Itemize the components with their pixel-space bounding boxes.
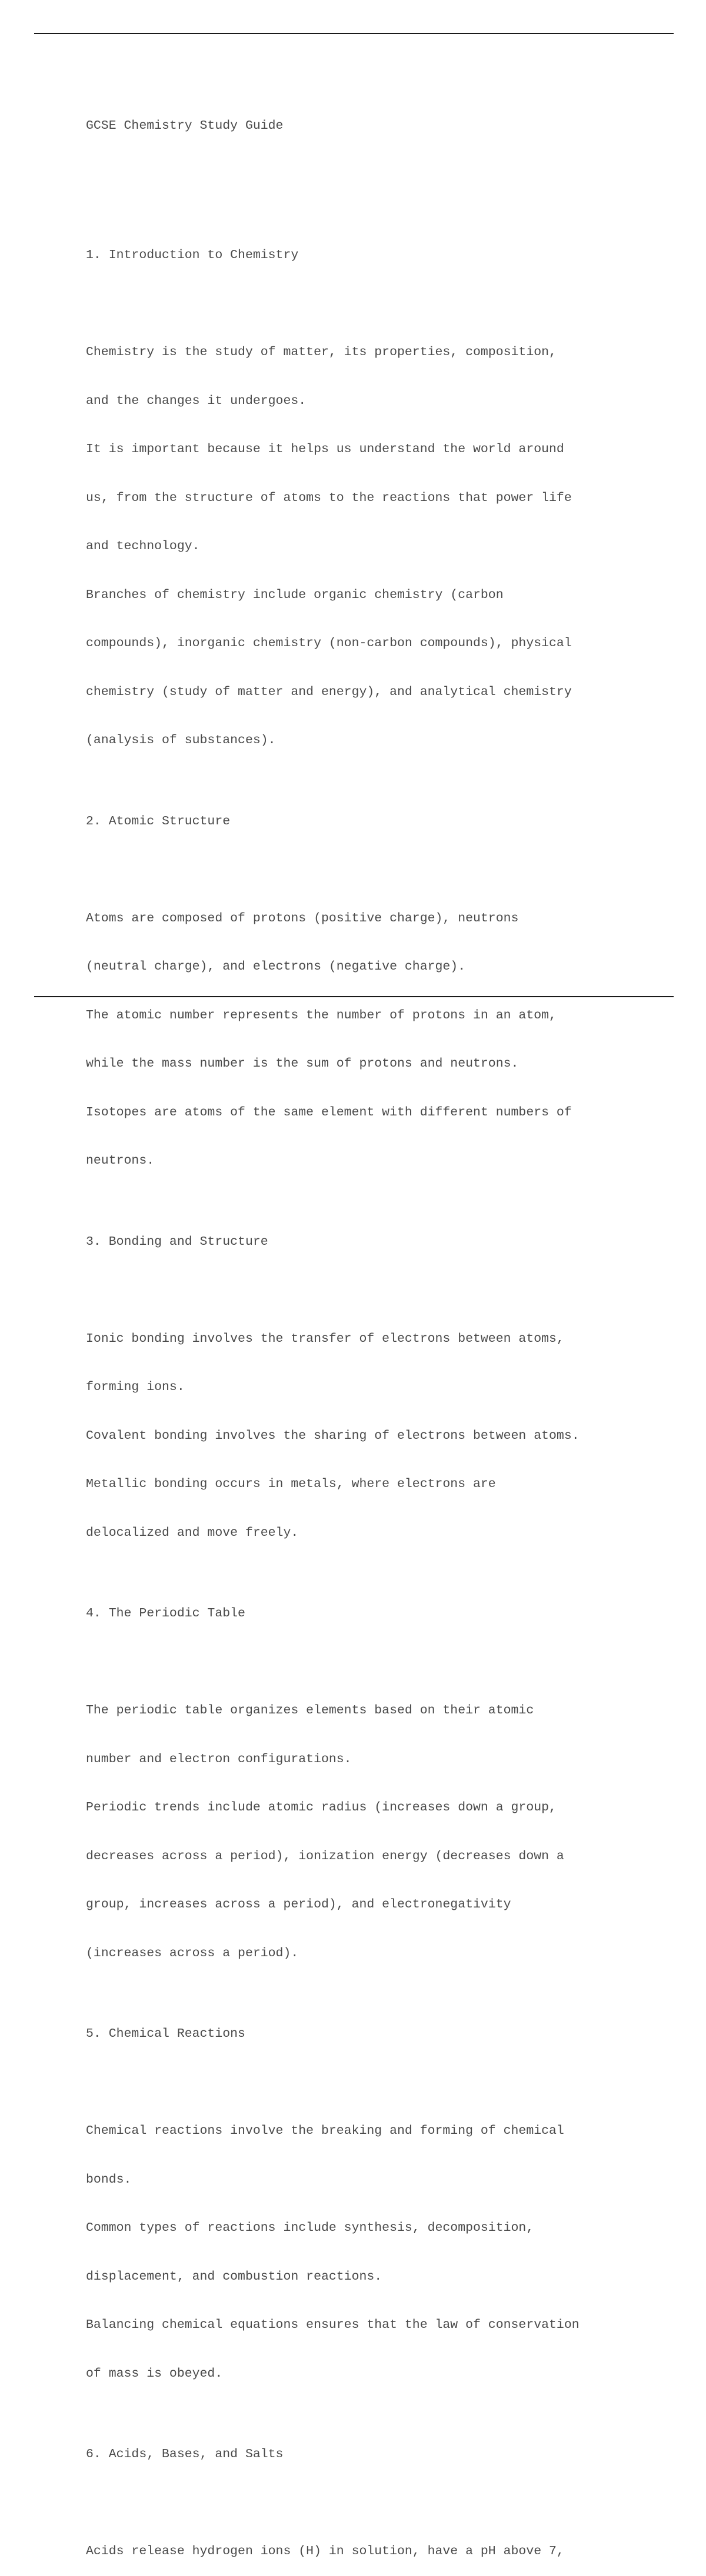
body-line: and the changes it undergoes. (86, 393, 307, 408)
section-heading: 3. Bonding and Structure (86, 1234, 268, 1249)
section-heading: 4. The Periodic Table (86, 1606, 245, 1621)
body-line: Metallic bonding occurs in metals, where electrons are (86, 1477, 496, 1491)
spacer (86, 1655, 674, 1671)
body-line: compounds), inorganic chemistry (non-carbon compounds), physical (86, 636, 572, 650)
body-line: forming ions. (86, 1380, 185, 1394)
spacer (86, 1282, 674, 1299)
body-line: (analysis of substances). (86, 733, 276, 747)
body-line: Balancing chemical equations ensures that the law of conservation (86, 2318, 580, 2332)
body-line: Covalent bonding involves the sharing of electrons between atoms. (86, 1428, 580, 1443)
bottom-rule (34, 996, 674, 997)
body-line: (increases across a period). (86, 1946, 299, 1960)
body-line: It is important because it helps us understand the world around (86, 442, 564, 456)
body-line: Atoms are composed of protons (positive charge), neutrons (86, 911, 519, 926)
body-line: Isotopes are atoms of the same element with different numbers of (86, 1105, 572, 1120)
body-line: The periodic table organizes elements based on their atomic (86, 1703, 534, 1718)
body-line: Periodic trends include atomic radius (increases down a group, (86, 1800, 557, 1815)
section-heading: 1. Introduction to Chemistry (86, 248, 299, 262)
body-line: decreases across a period), ionization energy (decreases down a (86, 1849, 564, 1863)
section-heading: 6. Acids, Bases, and Salts (86, 2447, 284, 2461)
document-title: GCSE Chemistry Study Guide (86, 119, 284, 133)
body-line: Chemical reactions involve the breaking and forming of chemical (86, 2124, 564, 2138)
body-line: delocalized and move freely. (86, 1525, 299, 1540)
body-line: Common types of reactions include synthesis, decomposition, (86, 2221, 534, 2235)
body-line: group, increases across a period), and electronegativity (86, 1897, 511, 1912)
spacer (86, 296, 674, 313)
body-line: bonds. (86, 2172, 132, 2187)
body-line: chemistry (study of matter and energy), and analytical chemistry (86, 684, 572, 699)
body-line: Acids release hydrogen ions (H) in solution, have a pH above 7, (86, 2544, 564, 2558)
body-line: neutrons. (86, 1154, 155, 1168)
body-line: while the mass number is the sum of protons and neutrons. (86, 1057, 519, 1071)
spacer (86, 167, 674, 183)
body-line: and technology. (86, 539, 200, 553)
document-body (86, 86, 674, 2576)
section-heading: 5. Chemical Reactions (86, 2027, 245, 2041)
body-line: of mass is obeyed. (86, 2366, 223, 2381)
section-heading: 2. Atomic Structure (86, 814, 231, 828)
body-line: number and electron configurations. (86, 1752, 352, 1766)
body-line: us, from the structure of atoms to the reactions that power life (86, 490, 572, 505)
top-rule (34, 33, 674, 34)
spacer (86, 862, 674, 878)
body-line: The atomic number represents the number of protons in an atom, (86, 1008, 557, 1023)
body-line: displacement, and combustion reactions. (86, 2269, 382, 2284)
body-line: (neutral charge), and electrons (negative charge). (86, 960, 466, 974)
spacer (86, 2495, 674, 2512)
body-line: Chemistry is the study of matter, its properties, composition, (86, 345, 557, 359)
spacer (86, 2075, 674, 2091)
body-line: Ionic bonding involves the transfer of electrons between atoms, (86, 1331, 564, 1346)
body-line: Branches of chemistry include organic chemistry (carbon (86, 587, 504, 602)
